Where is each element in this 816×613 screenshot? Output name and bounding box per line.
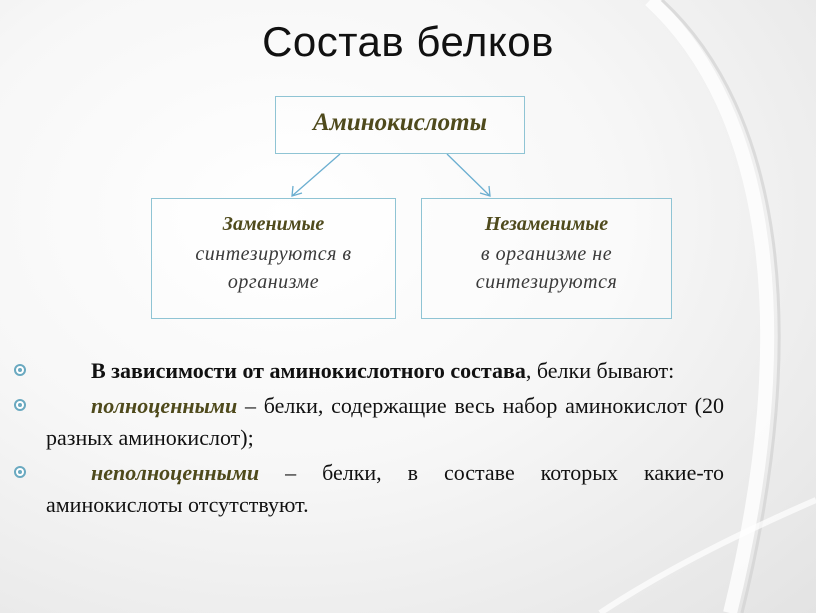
list-item [14, 355, 724, 387]
list-item [14, 457, 724, 521]
bullet-list [14, 355, 724, 524]
bullet-text: , белки бывают: [525, 358, 675, 383]
list-item [14, 390, 724, 454]
arrow-right [447, 154, 490, 196]
arrow-left [292, 154, 340, 196]
circle-bullet-icon [14, 466, 26, 478]
bullet-term: неполноценными [91, 460, 260, 485]
essential-box [421, 198, 672, 319]
replaceable-heading: Заменимые [222, 213, 325, 235]
bullet-bold-text: В зависимости от аминокислотного состава [91, 358, 526, 383]
replaceable-description: синтезируются в организме [195, 243, 352, 293]
root-label: Аминокислоты [313, 109, 487, 136]
bullet-term: полноценными [91, 393, 238, 418]
bullet-text: – белки, в составе которых какие-то аминокислоты отсутствуют. [46, 460, 724, 517]
essential-heading: Незаменимые [484, 213, 609, 235]
arrow-left-head [292, 186, 302, 196]
circle-bullet-icon [14, 399, 26, 411]
replaceable-box [151, 198, 396, 319]
slide-title: Состав белков [262, 18, 554, 65]
root-box [275, 96, 525, 154]
circle-bullet-icon [14, 364, 26, 376]
bullet-text: – белки, содержащие весь набор аминокислот (20 разных аминокислот); [46, 393, 724, 450]
essential-description: в организме не синтезируются [475, 243, 618, 293]
arrow-right-head [480, 186, 490, 196]
